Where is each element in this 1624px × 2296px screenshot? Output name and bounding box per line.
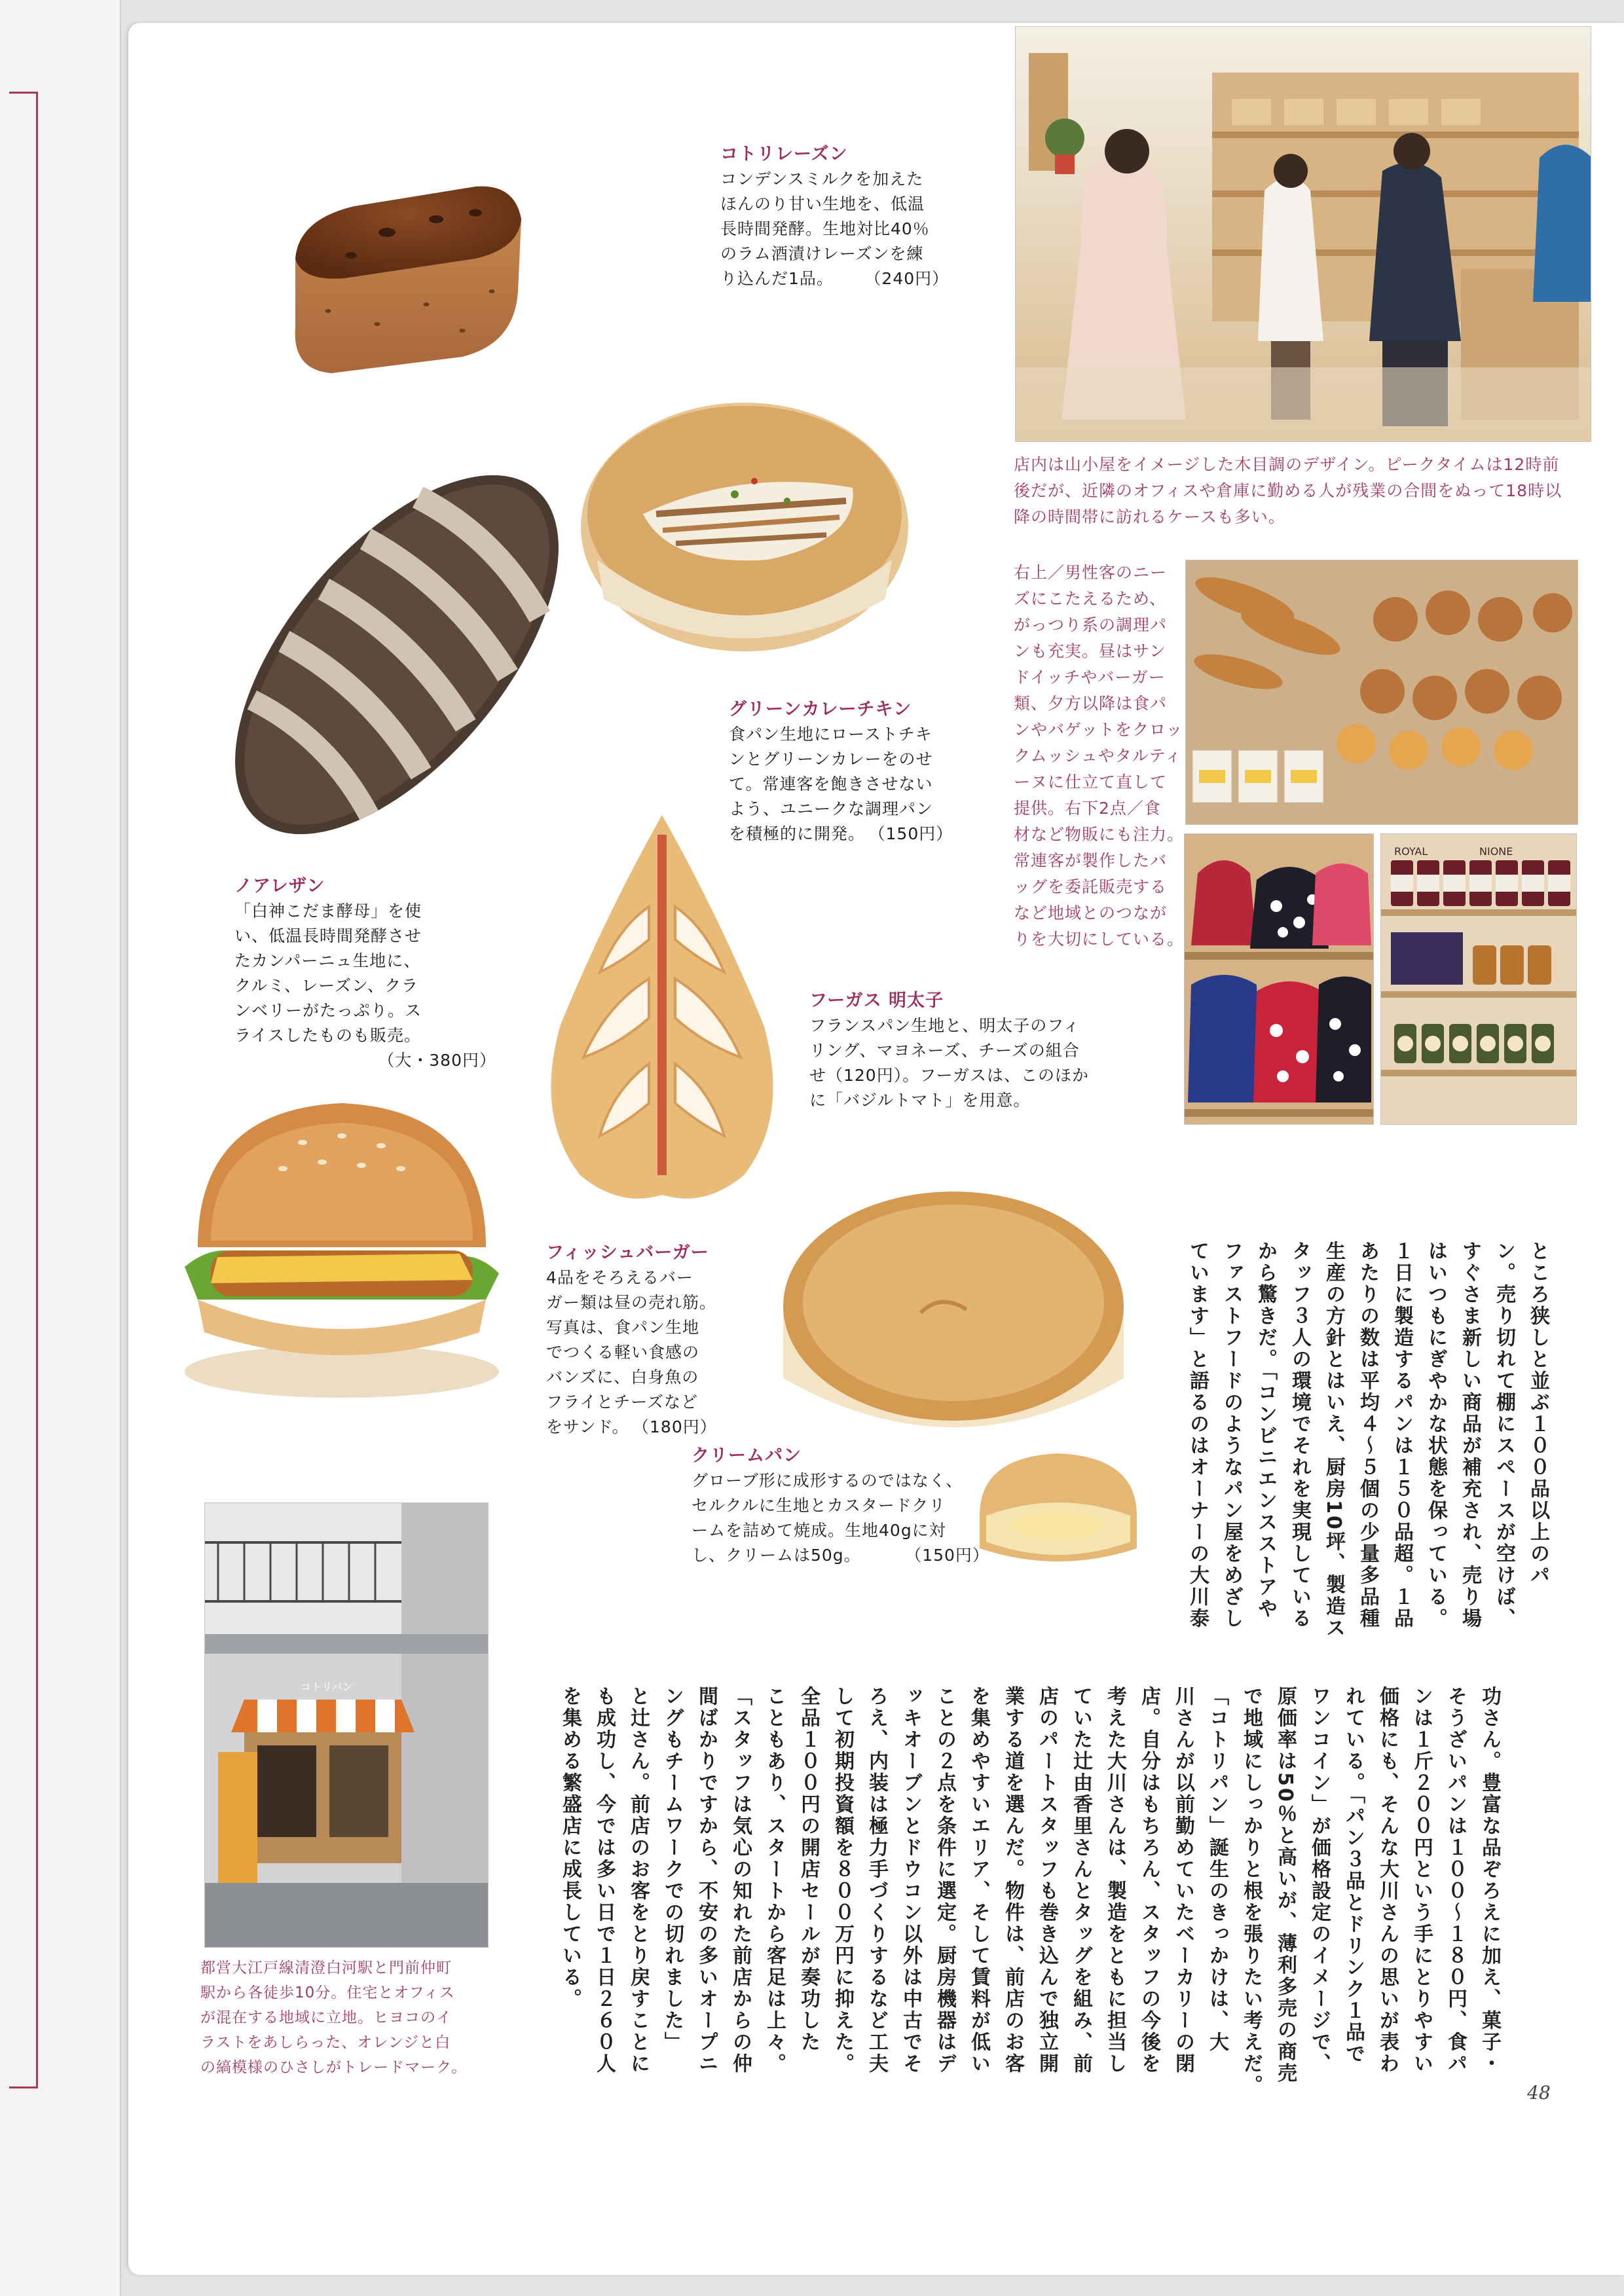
caption-title: フィッシュバーガー bbox=[546, 1243, 709, 1263]
article-column: 「スタッフは気心の知れた前店からの仲 bbox=[729, 1686, 752, 2075]
magazine-page bbox=[128, 23, 1624, 2275]
article-column: １日に製造するパンは１５０品超。１品 bbox=[1390, 1241, 1413, 1630]
caption-line: り込んだ1品。 bbox=[720, 269, 834, 288]
article-column: ングもチームワークでの切れました」 bbox=[661, 1686, 684, 2053]
caption-kotori-raisin bbox=[720, 142, 1061, 291]
caption-price: （150円） bbox=[913, 1546, 989, 1565]
facing-page-edge bbox=[0, 0, 121, 2296]
caption-line: コンデンスミルクを加えた bbox=[720, 170, 924, 189]
store-interior-photo bbox=[1015, 26, 1591, 442]
article-column: も成功し、今では多い日で１日２６０人 bbox=[593, 1686, 616, 2075]
caption-title: コトリレーズン bbox=[720, 144, 848, 164]
article-column: 生産の方針とはいえ、厨房10坪、製造ス bbox=[1322, 1241, 1345, 1639]
photo-caption-line: ンやバゲットをクロッ bbox=[1014, 720, 1183, 739]
article-column: して初期投資額を８００万円に抑えた。 bbox=[831, 1686, 854, 2075]
photo-caption-line: の縞模様のひさしがトレードマーク。 bbox=[200, 2059, 468, 2076]
caption-fish-burger bbox=[546, 1241, 782, 1440]
cream-pan-photo bbox=[770, 1175, 1137, 1470]
article-column: ていた辻由香里さんとタッグを組み、前 bbox=[1069, 1686, 1092, 2075]
kotori-raisin-photo bbox=[279, 75, 528, 468]
photo-caption-line: りを大切にしている。 bbox=[1014, 930, 1185, 949]
caption-line: 4品をそろえるバー bbox=[546, 1268, 693, 1287]
photo-caption-line: 店内は山小屋をイメージした木目調のデザイン。ピークタイムは12時前 bbox=[1014, 455, 1560, 474]
caption-line: バンズに、白身魚の bbox=[546, 1368, 699, 1387]
article-column: 全品１００円の開店セールが奏功した bbox=[797, 1686, 820, 2053]
article-column: 店。自分はもちろん、スタッフの今後を bbox=[1137, 1686, 1160, 2075]
article-column: ています」と語るのはオーナーの大川泰 bbox=[1186, 1241, 1209, 1630]
caption-line: し、クリームは50g。 bbox=[692, 1546, 861, 1565]
photo-caption-line: 常連客が製作したバ bbox=[1014, 851, 1168, 870]
caption-price: （180円） bbox=[640, 1417, 717, 1436]
photo-caption-line: ッグを委託販売する bbox=[1014, 877, 1168, 896]
caption-line: リング、マヨネーズ、チーズの組合 bbox=[809, 1041, 1080, 1060]
caption-line: を積極的に開発。 bbox=[729, 824, 866, 843]
noix-raisin-photo bbox=[194, 442, 600, 867]
article-column: から驚きだ。「コンビニエンスストアや bbox=[1254, 1241, 1277, 1620]
photo-caption-line: が混在する地域に立地。ヒヨコのイ bbox=[200, 2009, 452, 2026]
photo-caption-line: がっつり系の調理パ bbox=[1014, 615, 1168, 634]
caption-line: 「白神こだま酵母」を使 bbox=[234, 902, 422, 920]
caption-fougasse bbox=[809, 989, 1176, 1113]
caption-line: よう、ユニークな調理パン bbox=[729, 799, 934, 818]
article-column: 考えた大川さんは、製造をともに担当し bbox=[1103, 1686, 1126, 2075]
article-column: ンは１斤２００円という手にとりやすい bbox=[1410, 1686, 1433, 2075]
photo-caption-line: ズにこたえるため、 bbox=[1014, 589, 1167, 608]
caption-price: （240円） bbox=[872, 269, 950, 288]
caption-title: グリーンカレーチキン bbox=[729, 699, 912, 720]
photo-caption-line: ーヌに仕立て直して bbox=[1014, 773, 1168, 792]
article-column: 価格にも、そんな大川さんの思いが表わ bbox=[1376, 1686, 1399, 2075]
caption-line: ームを詰めて焼成。生地40gに対 bbox=[692, 1521, 946, 1540]
caption-line: でつくる軽い食感の bbox=[546, 1343, 700, 1362]
photo-caption-line: 駅から各徒歩10分。住宅とオフィス bbox=[200, 1984, 455, 2001]
article-lower-block bbox=[553, 1686, 1506, 2105]
storefront-photo bbox=[204, 1503, 489, 1948]
caption-line: ンベリーがたっぷり。ス bbox=[234, 1001, 422, 1020]
caption-line: セルクルに生地とカスタードクリ bbox=[692, 1496, 946, 1515]
jarred-goods-photo bbox=[1380, 833, 1577, 1125]
caption-line: せ（120円）。フーガスは、このほか bbox=[809, 1066, 1089, 1085]
article-column: れている。「パン３品とドリンク１品で bbox=[1342, 1686, 1365, 2065]
article-column: で地域にしっかりと根を張りたい考えだ。 bbox=[1240, 1686, 1263, 2096]
shop-sign: コトリパン bbox=[301, 1681, 353, 1693]
article-column: を集めやすいエリア、そして賃料が低い bbox=[967, 1686, 990, 2075]
page-number: 48 bbox=[1527, 2082, 1551, 2104]
caption-line: に「バジルトマト」を用意。 bbox=[809, 1091, 1031, 1110]
facing-page-rule bbox=[9, 92, 38, 2088]
article-column: ッキオーブンとドウコン以外は中古でそ bbox=[899, 1686, 922, 2075]
fish-burger-photo bbox=[172, 1084, 512, 1398]
caption-line: ガー類は昼の売れ筋。 bbox=[546, 1293, 717, 1312]
caption-line: のラム酒漬けレーズンを練 bbox=[720, 244, 924, 263]
photo-caption-line: クムッシュやタルティ bbox=[1014, 746, 1182, 765]
article-column: ところ狭しと並ぶ１００品以上のパ bbox=[1526, 1241, 1549, 1586]
article-column: あたりの数は平均４～５個の少量多品種 bbox=[1356, 1241, 1379, 1630]
jar-label-nione: NIONE bbox=[1479, 845, 1513, 858]
caption-line: フライとチーズなど bbox=[546, 1393, 699, 1412]
caption-line: ンとグリーンカレーをのせ bbox=[729, 750, 933, 769]
caption-line: て。常連客を飽きさせない bbox=[729, 774, 933, 793]
caption-line: フランスパン生地と、明太子のフィ bbox=[809, 1016, 1080, 1035]
photo-caption-line: ドイッチやバーガー bbox=[1014, 668, 1166, 687]
caption-line: たカンパーニュ生地に、 bbox=[234, 951, 421, 970]
article-upper-block bbox=[1180, 1241, 1555, 1647]
caption-cream-pan bbox=[692, 1444, 1058, 1568]
photo-caption-line: ラストをあしらった、オレンジと白 bbox=[200, 2034, 451, 2051]
caption-line: ほんのり甘い生地を、低温 bbox=[720, 194, 925, 213]
article-column: そうざいパンは１００～１８０円、食パ bbox=[1444, 1686, 1467, 2075]
article-column: ファストフードのようなパン屋をめざし bbox=[1220, 1241, 1243, 1630]
photo-caption-line: 材など物販にも注力。 bbox=[1014, 825, 1185, 844]
caption-price: （大・380円） bbox=[378, 1051, 496, 1070]
caption-price: （150円） bbox=[877, 824, 953, 843]
caption-line: 食パン生地にローストチキ bbox=[729, 725, 932, 744]
caption-line: をサンド。 bbox=[546, 1417, 629, 1436]
jar-label-royal: ROYAL bbox=[1394, 845, 1428, 858]
caption-interior bbox=[1014, 452, 1603, 530]
photo-caption-line: 都営大江戸線清澄白河駅と門前仲町 bbox=[200, 1959, 452, 1977]
article-column: はいつもにぎやかな状態を保っている。 bbox=[1424, 1241, 1447, 1630]
photo-caption-line: 右上／男性客のニー bbox=[1014, 563, 1168, 582]
caption-line: 写真は、食パン生地 bbox=[546, 1318, 700, 1337]
caption-noix-raisin bbox=[234, 874, 575, 1073]
article-column: こともあり、スタートから客足は上々。 bbox=[763, 1686, 786, 2075]
green-curry-chicken-photo bbox=[571, 390, 918, 665]
handmade-bags-photo bbox=[1184, 833, 1374, 1125]
article-column: ことの２点を条件に選定。厨房機器はデ bbox=[933, 1686, 956, 2075]
photo-caption-line: 降の時間帯に訪れるケースも多い。 bbox=[1014, 507, 1285, 526]
photo-caption-line: 提供。右下2点／食 bbox=[1014, 799, 1161, 818]
caption-line: ライスしたものも販売。 bbox=[234, 1026, 422, 1045]
caption-title: ノアレザン bbox=[234, 876, 325, 896]
article-column: 「コトリパン」誕生のきっかけは、大 bbox=[1206, 1686, 1228, 2053]
caption-title: クリームパン bbox=[692, 1446, 802, 1466]
article-column: ワンコイン」が価格設定のイメージで、 bbox=[1308, 1686, 1331, 2075]
article-column: 業する道を選んだ。物件は、前店のお客 bbox=[1001, 1686, 1024, 2075]
photo-caption-line: 類、夕方以降は食パ bbox=[1014, 694, 1168, 713]
caption-line: い、低温長時間発酵させ bbox=[234, 926, 422, 945]
caption-line: グローブ形に成形するのではなく、 bbox=[692, 1471, 963, 1490]
photo-caption-line: など地域とのつなが bbox=[1014, 903, 1168, 922]
photo-caption-line: 後だが、近隣のオフィスや倉庫に勤める人が残業の合間をぬって18時以 bbox=[1014, 481, 1562, 500]
caption-title: フーガス 明太子 bbox=[809, 991, 944, 1011]
article-column: 功さん。豊富な品ぞろえに加え、菓子・ bbox=[1478, 1686, 1501, 2075]
photo-caption-line: ンも充実。昼はサン bbox=[1014, 642, 1166, 661]
article-column: 店のパートスタッフも巻き込んで独立開 bbox=[1035, 1686, 1058, 2075]
caption-storefront bbox=[200, 1956, 508, 2080]
caption-line: クルミ、レーズン、クラ bbox=[234, 976, 419, 995]
article-column: 間ばかりですから、不安の多いオープニ bbox=[695, 1686, 718, 2075]
article-column: ろえ、内装は極力手づくりするなど工夫 bbox=[865, 1686, 888, 2075]
article-column: タッフ３人の環境でそれを実現している bbox=[1288, 1241, 1311, 1630]
bread-shelf-photo bbox=[1185, 560, 1578, 825]
article-column: ン。売り切れて棚にスペースが空けば、 bbox=[1492, 1241, 1515, 1630]
fougasse-photo bbox=[528, 809, 796, 1214]
caption-line: 長時間発酵。生地対比40％ bbox=[720, 219, 930, 238]
article-column: を集める繁盛店に成長している。 bbox=[559, 1686, 581, 2010]
article-column: 川さんが以前勤めていたベーカリーの閉 bbox=[1172, 1686, 1194, 2075]
article-column: と辻さん。前店のお客をとり戻すことに bbox=[627, 1686, 650, 2075]
article-column: 原価率は50％と高いが、薄利多売の商売 bbox=[1274, 1686, 1297, 2085]
article-column: すぐさま新しい商品が補充され、売り場 bbox=[1458, 1241, 1481, 1630]
